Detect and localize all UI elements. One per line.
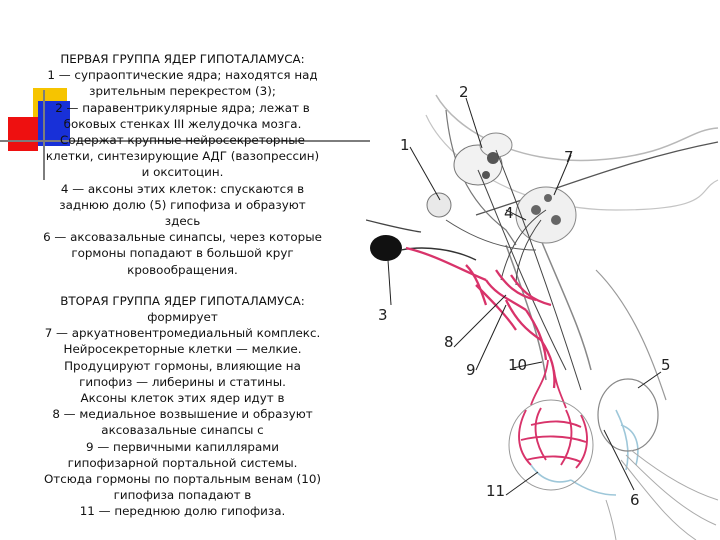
text-line: гипофиза попадают в bbox=[113, 488, 252, 503]
text-gap bbox=[10, 278, 355, 293]
text-line: ВТОРАЯ ГРУППА ЯДЕР ГИПОТАЛАМУСА: bbox=[60, 293, 305, 308]
cell-nucleus-dot bbox=[551, 215, 561, 225]
text-line: кровообращения. bbox=[127, 262, 238, 277]
text-line: клетки, синтезирующие АДГ (вазопрессин) bbox=[45, 149, 320, 164]
text-line: Отсюда гормоны по портальным венам (10) bbox=[43, 472, 322, 487]
text-line: боковых стенках III желудочка мозга. bbox=[63, 116, 302, 131]
secondary-capillary-network bbox=[519, 408, 587, 468]
text-line: ПЕРВАЯ ГРУППА ЯДЕР ГИПОТАЛАМУСА: bbox=[60, 52, 305, 66]
stalk-outline bbox=[596, 270, 666, 400]
description-text bbox=[10, 51, 355, 520]
text-line: гипофизарной портальной системы. bbox=[67, 455, 298, 470]
text-line: аксовазальные синапсы с bbox=[101, 423, 264, 438]
label-3: 3 bbox=[378, 306, 388, 324]
text-line: 2 — паравентрикулярные ядра; лежат в bbox=[55, 100, 310, 115]
posterior-lobe bbox=[598, 379, 658, 451]
text-line: Содержат крупные нейросекреторные bbox=[60, 133, 305, 148]
text-line: формирует bbox=[147, 310, 218, 325]
outflow-lines bbox=[606, 450, 718, 540]
label-4: 4 bbox=[504, 204, 514, 222]
label-1: 1 bbox=[400, 136, 410, 154]
cell-nucleus-dot bbox=[531, 205, 541, 215]
label-2: 2 bbox=[459, 83, 469, 101]
text-line: 1 — супраоптические ядра; находятся над bbox=[47, 68, 318, 83]
label-8: 8 bbox=[444, 333, 454, 351]
text-line: и окситоцин. bbox=[141, 165, 224, 180]
text-line: Аксоны клеток этих ядер идут в bbox=[80, 391, 285, 406]
text-line: гормоны попадают в большой круг bbox=[71, 246, 294, 261]
text-line: 8 — медиальное возвышение и образуют bbox=[52, 407, 313, 422]
anterior-lobe bbox=[509, 400, 593, 490]
cell-nucleus-dot bbox=[544, 194, 552, 202]
optic-chiasm bbox=[370, 235, 402, 261]
label-11: 11 bbox=[486, 482, 506, 500]
text-line: заднюю долю (5) гипофиза и образуют bbox=[59, 197, 306, 212]
text-line: 11 — переднюю долю гипофиза. bbox=[79, 504, 286, 519]
text-line: гипофиз — либерины и статины. bbox=[79, 374, 286, 389]
brain-contour-line bbox=[366, 220, 421, 232]
axon-line bbox=[496, 150, 581, 390]
cell-nucleus-dot bbox=[482, 171, 490, 179]
text-line: 7 — аркуатновентромедиальный комплекс. bbox=[44, 326, 321, 341]
label-5: 5 bbox=[661, 356, 671, 374]
text-line: Продуцируют гормоны, влияющие на bbox=[64, 358, 301, 373]
hypothalamus-pituitary-illustration bbox=[366, 70, 720, 540]
label-10: 10 bbox=[508, 356, 528, 374]
text-line: 6 — аксовазальные синапсы, через которые bbox=[43, 230, 322, 245]
label-6: 6 bbox=[630, 491, 640, 509]
illustration-svg bbox=[366, 70, 720, 540]
text-line: 9 — первичными капиллярами bbox=[86, 439, 279, 454]
label-9: 9 bbox=[466, 361, 476, 379]
text-line: 4 — аксоны этих клеток: спускаются в bbox=[60, 181, 305, 196]
text-line: Нейросекреторные клетки — мелкие. bbox=[63, 342, 302, 357]
label-7: 7 bbox=[564, 148, 574, 166]
text-line: здесь bbox=[164, 214, 201, 229]
primary-capillary-network bbox=[406, 248, 554, 388]
text-line: зрительным перекрестом (3); bbox=[89, 84, 276, 99]
supraoptic-cell bbox=[427, 193, 451, 217]
